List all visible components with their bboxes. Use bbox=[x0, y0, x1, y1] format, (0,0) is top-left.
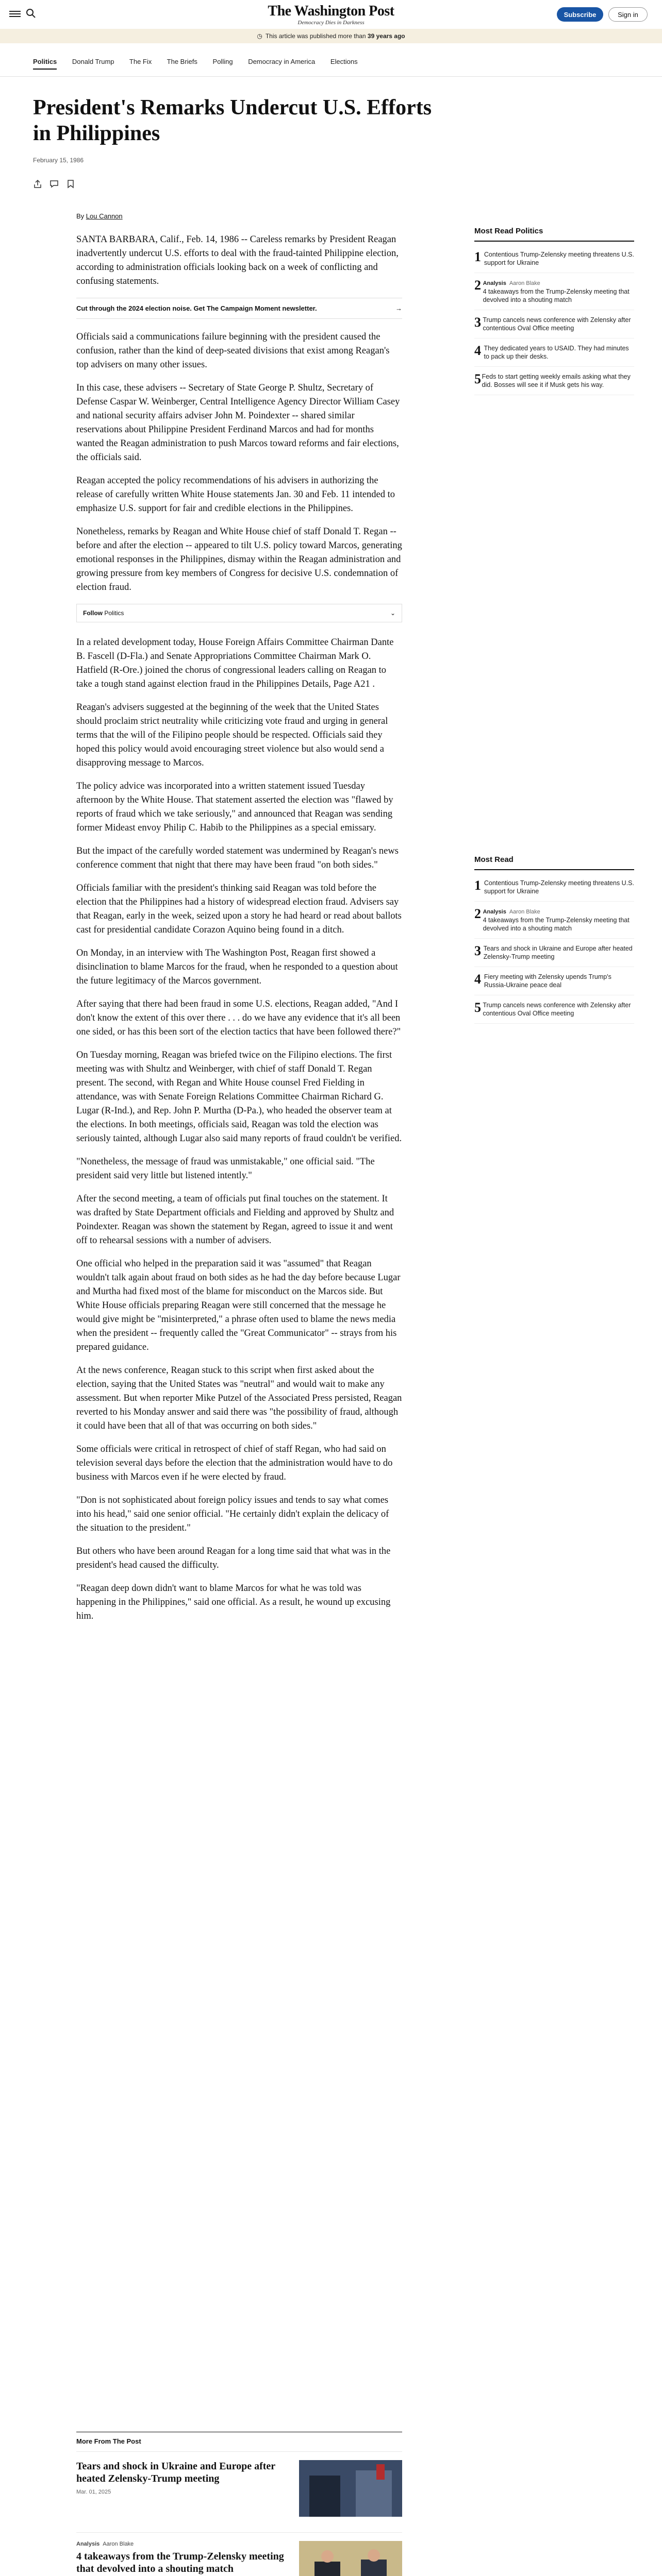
story-card-image[interactable] bbox=[299, 2460, 402, 2517]
clock-icon: ◷ bbox=[257, 32, 262, 40]
rank-number: 3 bbox=[474, 943, 481, 958]
most-read-headline: Trump cancels news conference with Zelensky after contentious Oval Office meeting bbox=[483, 1002, 631, 1017]
article-paragraph: Officials familiar with the president's thinking said Reagan was told before the election that the Philippines had a history of widespread election fraud. Advisers say that Reagan, early in the week, seized upon a story he had heard or read about ballots cast for presidential candidate Corazon Aquino being found in a ditch. bbox=[76, 883, 402, 935]
story-card-title[interactable]: Tears and shock in Ukraine and Europe after heated Zelensky-Trump meeting bbox=[76, 2461, 275, 2484]
more-from-the-post-title: More From The Post bbox=[76, 2437, 141, 2445]
newsletter-promo[interactable] bbox=[76, 298, 402, 319]
article-paragraph: In a related development today, House Foreign Affairs Committee Chairman Dante B. Fascell (D-Fla.) and Senate Appropriations Committee Chairman Mark O. Hatfield (R-Ore.) joined the chorus of congressional leaders calling on Reagan to take a tough stand against election fraud in the Philippines Details, Page A21 . bbox=[76, 637, 394, 689]
most-read-headline: Feds to start getting weekly emails asking what they did. Bosses will see it if Musk gets his way. bbox=[482, 373, 631, 388]
article-body bbox=[76, 233, 402, 1633]
bookmark-icon[interactable] bbox=[66, 179, 75, 189]
article-paragraph: After saying that there had been fraud in some U.S. elections, Reagan added, "And I don't know the extent of this over there . . . do we have any evidence that it's all been one sided, or has this been sort of the election tactics that have been followed there?" bbox=[76, 999, 401, 1037]
most-read-headline: 4 takeaways from the Trump-Zelensky meeting that devolved into a shouting match bbox=[483, 288, 630, 303]
article-paragraph: But others who have been around Reagan for a long time said that what was in the president's head caused the difficulty. bbox=[76, 1546, 391, 1570]
story-card-image[interactable] bbox=[299, 2541, 402, 2576]
nav-item-politics[interactable]: Politics bbox=[33, 58, 57, 70]
story-card[interactable] bbox=[76, 2451, 402, 2532]
rank-number: 2 bbox=[474, 906, 481, 921]
article-paragraph: The policy advice was incorporated into a written statement issued Tuesday afternoon by the White House. That statement asserted the election was "flawed by reports of fraud which we take seriously," and announced that Reagan was sending former Mideast envoy Philip C. Habib to the Philippines as a special emissary. bbox=[76, 781, 393, 833]
rank-number: 4 bbox=[474, 972, 481, 987]
nav-item-democracy-in-america[interactable]: Democracy in America bbox=[248, 58, 316, 65]
article-paragraph: Reagan accepted the policy recommendations of his advisers in authorizing the release of carefully written White House statements Jan. 30 and Feb. 11 intended to emphasize U.S. support for fair and credible elections in the Philippines. bbox=[76, 476, 395, 514]
article-paragraph: Some officials were critical in retrospect of chief of staff Regan, who had said on television several days before the election that the administration would have to do business with Marcos even if he were elected by fraud. bbox=[76, 1444, 393, 1482]
archive-notice bbox=[0, 29, 662, 43]
most-read-politics bbox=[474, 227, 634, 395]
nav-divider bbox=[0, 76, 662, 77]
article-headline: President's Remarks Undercut U.S. Efforts in Philippines bbox=[33, 96, 432, 145]
rank-number: 2 bbox=[474, 278, 481, 293]
author-link[interactable]: Lou Cannon bbox=[86, 212, 123, 220]
site-logo[interactable]: The Washington Post bbox=[268, 3, 394, 19]
sign-in-button[interactable]: Sign in bbox=[608, 7, 648, 22]
article-paragraph: On Tuesday morning, Reagan was briefed twice on the Filipino elections. The first meeting was with Shultz and Weinberger, with chief of staff Donald T. Regan present. The second, with Regan and White House counsel Fred Fielding in attendance, was with Senate Foreign Relations Committee Chairman Richard G. Lugar (R-Ind.), and Rep. John P. Murtha (D-Pa.), who headed the observer team at the elections. In both meetings, officials said, Reagan was told the election was seriously tainted, although Lugar also said many reports of fraud couldn't be verified. bbox=[76, 1050, 402, 1144]
rank-number: 4 bbox=[474, 343, 481, 358]
most-read-item[interactable] bbox=[474, 245, 634, 273]
newsletter-promo-text: Cut through the 2024 election noise. Get The Campaign Moment newsletter. bbox=[76, 304, 317, 312]
site-header bbox=[0, 0, 662, 29]
section-nav bbox=[33, 58, 371, 73]
most-read-headline: Contentious Trump-Zelensky meeting threatens U.S. support for Ukraine bbox=[484, 251, 634, 266]
most-read-item[interactable] bbox=[474, 310, 634, 338]
share-icon[interactable] bbox=[33, 179, 42, 189]
nav-item-the-fix[interactable]: The Fix bbox=[129, 58, 152, 65]
most-read-headline: They dedicated years to USAID. They had minutes to pack up their desks. bbox=[484, 345, 629, 360]
item-author: Aaron Blake bbox=[509, 909, 540, 915]
most-read-item[interactable] bbox=[474, 939, 634, 967]
most-read-title: Most Read bbox=[474, 855, 634, 870]
rank-number: 3 bbox=[474, 315, 481, 330]
follow-label: Follow bbox=[83, 609, 103, 617]
article-paragraph: SANTA BARBARA, Calif., Feb. 14, 1986 -- Careless remarks by President Reagan inadvertently undercut U.S. efforts to deal with the fraud-tainted Philippine election, according to administration officials looking back on a week of conflicting and confusing statements. bbox=[76, 234, 399, 286]
rank-number: 1 bbox=[474, 878, 481, 893]
story-card[interactable] bbox=[76, 2532, 402, 2576]
arrow-right-icon: → bbox=[395, 304, 402, 312]
follow-topic-bar[interactable] bbox=[76, 604, 402, 622]
article-paragraph: Nonetheless, remarks by Reagan and White House chief of staff Donald T. Regan -- before and after the election -- appeared to tilt U.S. policy toward Marcos, generating emotional responses in the Philippines, dismay within the Reagan administration and growing pressure from key members of Congress for decisive U.S. condemnation of election fraud. bbox=[76, 527, 402, 592]
analysis-label: Analysis bbox=[483, 280, 506, 286]
most-read-item[interactable] bbox=[474, 338, 634, 367]
story-card-title[interactable]: 4 takeaways from the Trump-Zelensky meeting that devolved into a shouting match bbox=[76, 2551, 284, 2574]
nav-item-the-briefs[interactable]: The Briefs bbox=[167, 58, 197, 65]
most-read-headline: Tears and shock in Ukraine and Europe after heated Zelensky-Trump meeting bbox=[483, 945, 633, 960]
article-paragraph: "Nonetheless, the message of fraud was unmistakable," one official said. "The president said very little but listened intently." bbox=[76, 1157, 375, 1181]
article-tools bbox=[33, 179, 80, 192]
comment-icon[interactable] bbox=[49, 179, 59, 189]
most-read-item[interactable] bbox=[474, 367, 634, 395]
article-date: February 15, 1986 bbox=[33, 157, 84, 164]
article-paragraph: "Don is not sophisticated about foreign policy issues and tends to say what comes into his head," said one senior official. "He certainly didn't explain the delicacy of the situation to the president." bbox=[76, 1495, 389, 1533]
nav-item-elections[interactable]: Elections bbox=[330, 58, 358, 65]
story-card-kicker bbox=[76, 2541, 288, 2547]
site-tagline: Democracy Dies in Darkness bbox=[297, 20, 365, 26]
story-card-date: Mar. 01, 2025 bbox=[76, 2489, 111, 2495]
follow-topic: Politics bbox=[104, 609, 124, 617]
most-read-headline: Contentious Trump-Zelensky meeting threatens U.S. support for Ukraine bbox=[484, 879, 634, 895]
more-from-the-post bbox=[76, 2432, 402, 2576]
article-paragraph: In this case, these advisers -- Secretary of State George P. Shultz, Secretary of Defense Caspar W. Weinberger, Central Intelligence Agency Director William Casey and national security affairs adviser John M. Poindexter -- shared similar reservations about Philippine President Ferdinand Marcos and had for months wanted the Reagan administration to push Marcos toward reforms and fair elections, the officials said. bbox=[76, 383, 400, 463]
rank-number: 1 bbox=[474, 249, 481, 264]
nav-item-polling[interactable]: Polling bbox=[212, 58, 233, 65]
byline bbox=[76, 212, 123, 220]
most-read bbox=[474, 855, 634, 1024]
rank-number: 5 bbox=[474, 1000, 481, 1015]
chevron-down-icon: ⌄ bbox=[390, 609, 395, 617]
most-read-item[interactable] bbox=[474, 967, 634, 995]
article-paragraph: Officials said a communications failure beginning with the president caused the confusion, rather than the kind of deep-seated divisions that exist among Reagan's top advisers on many other issues. bbox=[76, 332, 390, 370]
most-read-headline: Trump cancels news conference with Zelensky after contentious Oval Office meeting bbox=[483, 316, 631, 332]
article-paragraph: At the news conference, Reagan stuck to this script when first asked about the election, saying that the United States was "neutral" and would wait to make any assessment. But when reporter Mike Putzel of the Associated Press persisted, Reagan reverted to his Monday answer and said there was "the possibility of fraud, although it could have been that all of that was occurring on both sides." bbox=[76, 1365, 402, 1431]
article-paragraph: Reagan's advisers suggested at the beginning of the week that the United States should proclaim strict neutrality while criticizing vote fraud and urging in general terms that the will of the Filipino people should be respected. Officials said they hoped this policy would avoid encouraging street violence but also would send a disapproving message to Marcos. bbox=[76, 702, 388, 768]
story-card-label: Analysis bbox=[76, 2541, 100, 2547]
archive-notice-age: 39 years ago bbox=[367, 32, 405, 40]
most-read-headline: 4 takeaways from the Trump-Zelensky meeting that devolved into a shouting match bbox=[483, 917, 630, 932]
most-read-item[interactable] bbox=[474, 273, 634, 310]
article-paragraph: On Monday, in an interview with The Washington Post, Reagan first showed a disinclination to blame Marcos for the fraud, when he responded to a question about the future legitimacy of the Marcos government. bbox=[76, 948, 398, 986]
article-paragraph: "Reagan deep down didn't want to blame Marcos for what he was told was happening in the Philippines," said one official. As a result, he wound up excusing him. bbox=[76, 1583, 391, 1621]
byline-prefix: By bbox=[76, 212, 86, 220]
most-read-item[interactable] bbox=[474, 902, 634, 939]
archive-notice-text: This article was published more than bbox=[265, 32, 368, 40]
most-read-item[interactable] bbox=[474, 995, 634, 1024]
article-paragraph: But the impact of the carefully worded statement was undermined by Reagan's news conference comment that night that there may have been fraud "on both sides." bbox=[76, 846, 399, 870]
analysis-label: Analysis bbox=[483, 909, 506, 915]
article-paragraph: After the second meeting, a team of officials put final touches on the statement. It was drafted by State Department officials and Fielding and approved by Shultz and Poindexter. Reagan was shown the statement by Regan, agreed to issue it and went off to rehearsal sessions with a number of advisers. bbox=[76, 1194, 394, 1246]
story-card-author: Aaron Blake bbox=[103, 2541, 134, 2547]
most-read-item[interactable] bbox=[474, 873, 634, 902]
item-author: Aaron Blake bbox=[509, 280, 540, 286]
most-read-headline: Fiery meeting with Zelensky upends Trump's Russia-Ukraine peace deal bbox=[484, 973, 611, 989]
rank-number: 5 bbox=[474, 371, 481, 386]
nav-item-donald-trump[interactable]: Donald Trump bbox=[72, 58, 114, 65]
article-paragraph: One official who helped in the preparation said it was "assumed" that Reagan wouldn't talk again about fraud on both sides as he had the day before because Lugar and Murtha had fixed most of the blame for misconduct on the Marcos side. But White House officials preparing Reagan were still concerned that the message he would give might be "misinterpreted," a phrase often used to blame the news media when the president -- frequently called the "Great Communicator" -- strays from his prepared guidance. bbox=[76, 1259, 401, 1352]
subscribe-button[interactable]: Subscribe bbox=[557, 7, 603, 22]
most-read-politics-title: Most Read Politics bbox=[474, 227, 634, 242]
